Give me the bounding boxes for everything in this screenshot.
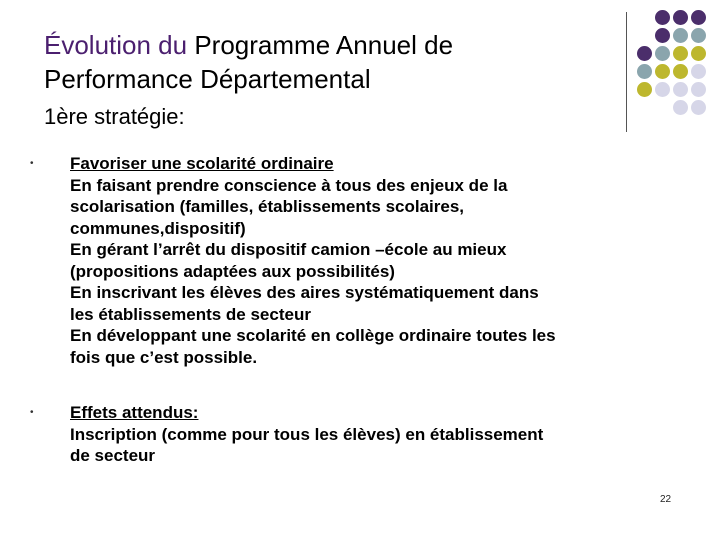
bullet-item-1	[28, 153, 688, 368]
bullet-line: Inscription (comme pour tous les élèves) en établissement	[70, 424, 544, 444]
decorative-dot	[673, 64, 688, 79]
decorative-dot	[673, 46, 688, 61]
slide-title	[44, 28, 604, 96]
bullet-list	[28, 153, 688, 467]
decorative-dot	[655, 46, 670, 61]
decorative-dot	[655, 10, 670, 25]
title-line-2: Performance Départemental	[44, 64, 371, 94]
bullet-line: scolarisation (familles, établissements scolaires,	[70, 197, 465, 216]
bullet-line: les établissements de secteur	[70, 304, 311, 324]
bullet-heading: Favoriser une scolarité ordinaire	[70, 154, 334, 173]
title-line-1	[44, 28, 604, 62]
bullet-line: communes,dispositif)	[70, 218, 246, 238]
decorative-dot-grid	[637, 10, 709, 118]
decorative-dot	[673, 28, 688, 43]
decorative-dot	[691, 82, 706, 97]
bullet-line: (propositions adaptées aux possibilités)	[70, 261, 395, 281]
bullet-line: En inscrivant les élèves des aires systématiquement dans	[70, 283, 539, 302]
slide-subtitle: 1ère stratégie:	[44, 104, 185, 129]
decorative-dot	[691, 10, 706, 25]
decorative-dot	[691, 28, 706, 43]
decorative-dot	[655, 28, 670, 43]
bullet-line: fois que c’est possible.	[70, 347, 258, 367]
bullet-item-2	[28, 402, 688, 467]
bullet-line: En gérant l’arrêt du dispositif camion –école au mieux	[70, 240, 507, 259]
decorative-dot	[637, 82, 652, 97]
bullet-heading: Effets attendus:	[70, 403, 199, 422]
decorative-dot	[691, 100, 706, 115]
decorative-dot	[655, 82, 670, 97]
bullet-marker: •	[30, 407, 34, 418]
bullet-line: En développant une scolarité en collège ordinaire toutes les	[70, 326, 556, 345]
decorative-dot	[637, 46, 652, 61]
decorative-dot	[655, 64, 670, 79]
bullet-line: En faisant prendre conscience à tous des enjeux de la	[70, 175, 508, 195]
decorative-dot	[673, 100, 688, 115]
bullet-marker: •	[30, 158, 34, 169]
title-accent: Évolution du	[44, 30, 188, 60]
decorative-dot	[637, 64, 652, 79]
bullet-line: de secteur	[70, 446, 156, 465]
decorative-dot	[691, 64, 706, 79]
decorative-dot	[673, 82, 688, 97]
title-rest: Programme Annuel de	[187, 30, 454, 60]
page-number: 22	[660, 494, 672, 505]
decorative-dot	[691, 46, 706, 61]
decorative-dot	[673, 10, 688, 25]
divider-line	[626, 12, 627, 132]
